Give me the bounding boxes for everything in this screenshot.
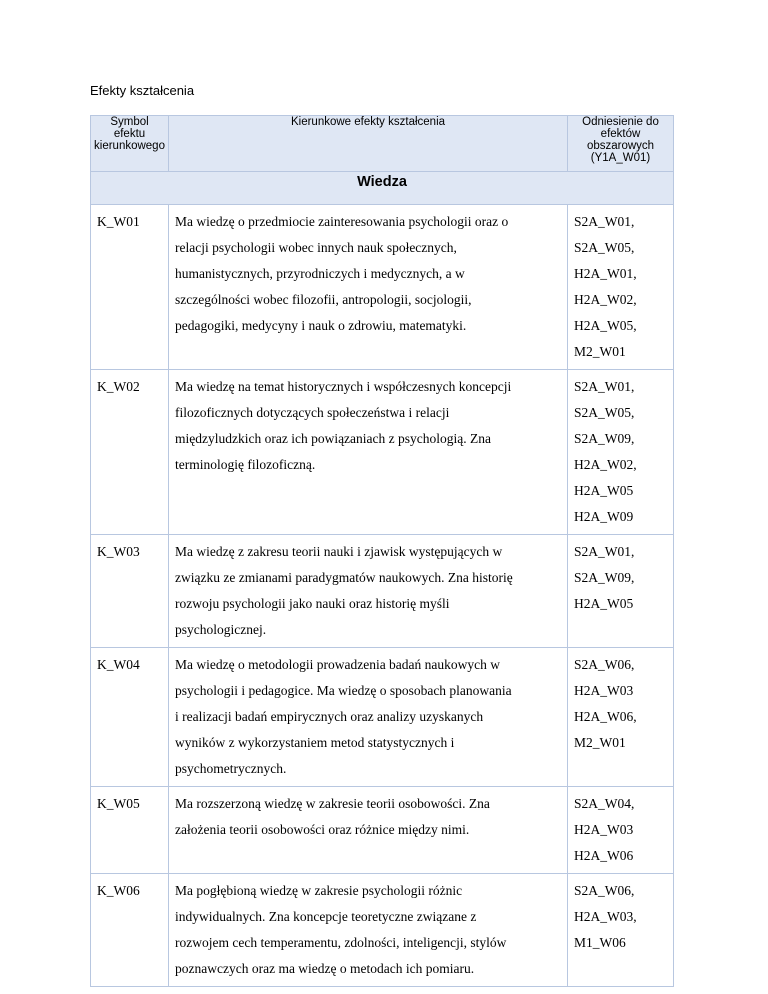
reference-code: H2A_W06 [574,848,634,863]
effect-description-line: Ma wiedzę o przedmiocie zainteresowania psychologii oraz o [175,214,509,229]
reference-code: H2A_W05, [574,318,637,333]
table-header-row [91,116,674,172]
header-symbol-line: Symbol [110,116,149,128]
table-row [91,205,674,370]
reference-code: H2A_W03, [574,909,637,924]
effect-description [169,370,568,535]
table-row [91,370,674,535]
reference-code: H2A_W02, [574,457,637,472]
effect-description-line: szczególności wobec filozofii, antropologii, socjologii, [175,292,472,307]
effect-description-line: Ma wiedzę z zakresu teorii nauki i zjawisk występujących w [175,544,503,559]
effect-references [568,535,674,648]
effect-description-line: wyników z wykorzystaniem metod statystycznych i [175,735,455,750]
header-effects: Kierunkowe efekty kształcenia [169,116,568,172]
section-row [91,172,674,205]
header-reference-line: efektów [600,128,641,140]
header-reference-line: obszarowych [586,140,655,152]
reference-code: M2_W01 [574,735,626,750]
effect-code: K_W02 [91,370,169,535]
effect-description-line: psychologicznej. [175,622,267,637]
reference-code: S2A_W01, [574,379,635,394]
reference-code: S2A_W05, [574,240,635,255]
reference-code: S2A_W06, [574,657,635,672]
reference-code: H2A_W05 [574,596,634,611]
effect-description-line: psychometrycznych. [175,761,287,776]
reference-code: H2A_W06, [574,709,637,724]
effect-description-line: i realizacji badań empirycznych oraz analizy uzyskanych [175,709,484,724]
effect-description-line: Ma wiedzę o metodologii prowadzenia badań naukowych w [175,657,501,672]
reference-code: H2A_W09 [574,509,634,524]
reference-code: S2A_W01, [574,544,635,559]
reference-code: H2A_W01, [574,266,637,281]
reference-code: S2A_W01, [574,214,635,229]
reference-code: M1_W06 [574,935,626,950]
effect-references [568,370,674,535]
effect-code: K_W06 [91,874,169,987]
effect-code: K_W04 [91,648,169,787]
header-reference [568,116,674,172]
effect-description-line: związku ze zmianami paradygmatów naukowych. Zna historię [175,570,513,585]
effect-description [169,787,568,874]
effect-description-line: filozoficznych dotyczących społeczeństwa i relacji [175,405,450,420]
table-row [91,648,674,787]
header-reference-line: Odniesienie do [582,116,659,128]
effect-description [169,648,568,787]
reference-code: H2A_W03 [574,822,634,837]
reference-code: S2A_W05, [574,405,635,420]
effect-description-line: założenia teorii osobowości oraz różnice między nimi. [175,822,470,837]
section-heading-text: Wiedza [357,174,407,190]
section-heading [91,172,674,205]
reference-code: S2A_W04, [574,796,635,811]
learning-outcomes-table [90,115,674,987]
header-symbol-line: efektu [113,128,146,140]
effect-description-line: rozwoju psychologii jako nauki oraz historię myśli [175,596,450,611]
effect-code: K_W01 [91,205,169,370]
effect-description [169,874,568,987]
header-reference-line: (Y1A_W01) [590,152,651,164]
effect-description-line: psychologii i pedagogice. Ma wiedzę o sposobach planowania [175,683,512,698]
reference-code: S2A_W06, [574,883,635,898]
reference-code: S2A_W09, [574,570,635,585]
effect-references [568,787,674,874]
effect-description-line: relacji psychologii wobec innych nauk społecznych, [175,240,457,255]
effect-description-line: terminologię filozoficzną. [175,457,316,472]
effect-description-line: Ma pogłębioną wiedzę w zakresie psychologii różnic [175,883,463,898]
table-row [91,787,674,874]
reference-code: H2A_W02, [574,292,637,307]
reference-code: H2A_W03 [574,683,634,698]
effect-description-line: pedagogiki, medycyny i nauk o zdrowiu, matematyki. [175,318,467,333]
effect-references [568,205,674,370]
reference-code: S2A_W09, [574,431,635,446]
page-title: Efekty kształcenia [90,83,195,98]
reference-code: M2_W01 [574,344,626,359]
effect-references [568,874,674,987]
reference-code: H2A_W05 [574,483,634,498]
table-row [91,535,674,648]
effect-description-line: indywidualnych. Zna koncepcje teoretyczne związane z [175,909,477,924]
effect-code: K_W03 [91,535,169,648]
effect-code: K_W05 [91,787,169,874]
effect-description-line: międzyludzkich oraz ich powiązaniach z psychologią. Zna [175,431,491,446]
effect-references [568,648,674,787]
effect-description [169,205,568,370]
header-symbol [91,116,169,172]
effect-description-line: poznawczych oraz ma wiedzę o metodach ich pomiaru. [175,961,475,976]
effect-description-line: humanistycznych, przyrodniczych i medycznych, a w [175,266,465,281]
effect-description [169,535,568,648]
effect-description-line: Ma rozszerzoną wiedzę w zakresie teorii osobowości. Zna [175,796,490,811]
effect-description-line: rozwojem cech temperamentu, zdolności, inteligencji, stylów [175,935,507,950]
header-symbol-line: kierunkowego [94,140,165,152]
table-row [91,874,674,987]
effect-description-line: Ma wiedzę na temat historycznych i współczesnych koncepcji [175,379,512,394]
